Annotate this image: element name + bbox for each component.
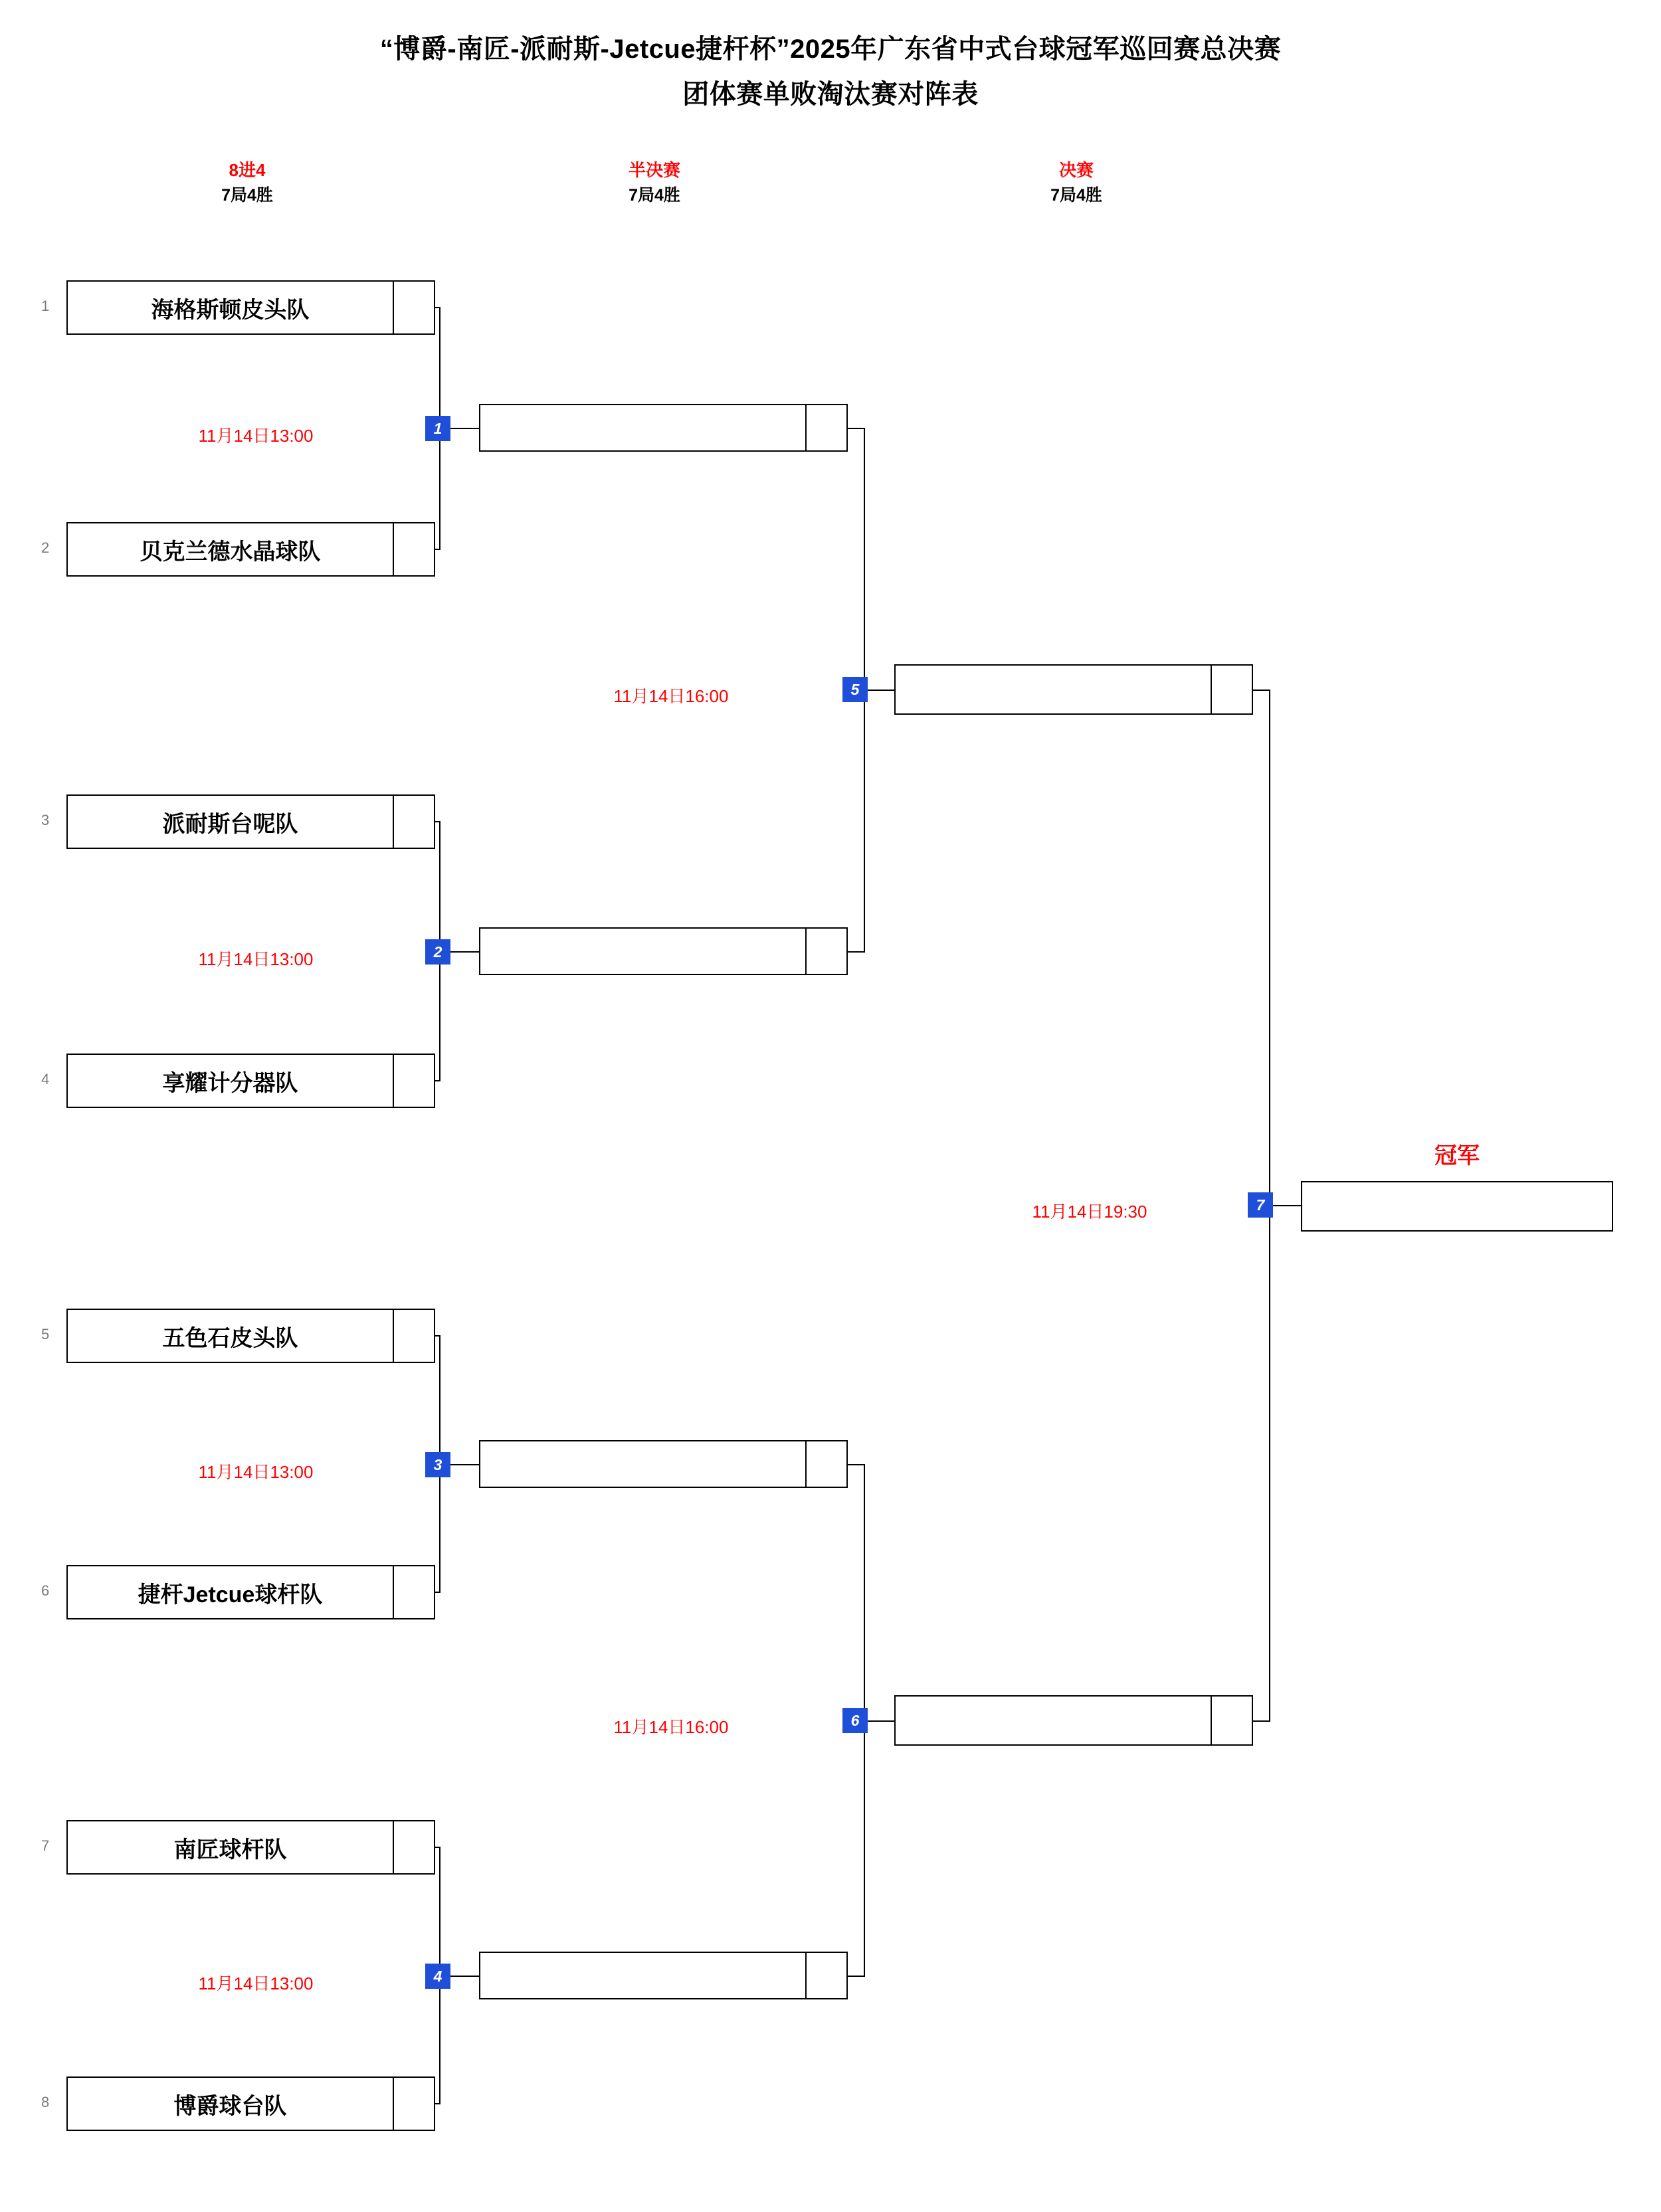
team-slot-3[interactable] bbox=[66, 794, 435, 849]
semifinal-slot-3[interactable] bbox=[479, 1440, 848, 1488]
match-time-2: 11月14日13:00 bbox=[198, 949, 314, 969]
seed-number-8: 8 bbox=[41, 2094, 50, 2110]
winner-score bbox=[805, 929, 846, 974]
match-time-1: 11月14日13:00 bbox=[198, 426, 314, 446]
round-header-semifinal bbox=[548, 159, 761, 206]
semifinal-slot-1[interactable] bbox=[479, 404, 848, 452]
round-name: 半决赛 bbox=[628, 160, 680, 180]
match-time-7: 11月14日19:30 bbox=[1032, 1202, 1147, 1222]
winner-score bbox=[805, 1953, 846, 1998]
round-format: 7局4胜 bbox=[629, 185, 680, 205]
match-time-3: 11月14日13:00 bbox=[198, 1462, 314, 1482]
seed-number-1: 1 bbox=[41, 298, 50, 314]
page-title-line2: 团体赛单败淘汰赛对阵表 bbox=[682, 80, 979, 109]
winner-score bbox=[805, 1441, 846, 1487]
team-name: 派耐斯台呢队 bbox=[162, 811, 298, 837]
winner-score bbox=[1211, 1697, 1252, 1744]
winner-score bbox=[805, 405, 846, 450]
team-name: 五色石皮头队 bbox=[162, 1325, 298, 1351]
match-number-6[interactable]: 6 bbox=[842, 1708, 868, 1733]
winner-name bbox=[896, 1697, 1211, 1744]
team-score bbox=[393, 1821, 434, 1873]
team-slot-5[interactable] bbox=[66, 1309, 435, 1363]
match-time-4: 11月14日13:00 bbox=[198, 1974, 314, 1993]
round-name: 决赛 bbox=[1058, 160, 1094, 180]
match-number-5[interactable]: 5 bbox=[842, 677, 868, 702]
round-format: 7局4胜 bbox=[221, 185, 273, 205]
team-slot-8[interactable] bbox=[66, 2076, 435, 2131]
seed-number-4: 4 bbox=[41, 1071, 50, 1087]
connector bbox=[848, 428, 865, 429]
round-header-quarterfinal bbox=[141, 159, 353, 206]
connector bbox=[848, 1464, 865, 1465]
seed-number-5: 5 bbox=[41, 1326, 50, 1342]
connector bbox=[1253, 1720, 1270, 1722]
champion-label: 冠军 bbox=[1434, 1143, 1480, 1168]
team-score bbox=[393, 1055, 434, 1107]
winner-name bbox=[480, 405, 805, 450]
connector bbox=[1269, 1205, 1301, 1206]
team-score bbox=[393, 282, 434, 333]
champion-name bbox=[1302, 1182, 1612, 1230]
winner-name bbox=[480, 1953, 805, 1998]
team-score bbox=[393, 2078, 434, 2130]
round-header-final bbox=[970, 159, 1183, 206]
connector bbox=[848, 951, 865, 953]
page-title-line1: “博爵-南匠-派耐斯-Jetcue捷杆杯”2025年广东省中式台球冠军巡回赛总决赛 bbox=[379, 35, 1282, 64]
match-number-1[interactable]: 1 bbox=[425, 416, 450, 441]
semifinal-slot-4[interactable] bbox=[479, 1952, 848, 1999]
match-time-5: 11月14日16:00 bbox=[613, 686, 729, 706]
final-slot-2[interactable] bbox=[894, 1695, 1253, 1746]
round-format: 7局4胜 bbox=[1050, 185, 1102, 205]
semifinal-slot-2[interactable] bbox=[479, 927, 848, 975]
team-slot-2[interactable] bbox=[66, 522, 435, 577]
seed-number-3: 3 bbox=[41, 812, 50, 828]
team-name: 贝克兰德水晶球队 bbox=[140, 539, 321, 565]
team-score bbox=[393, 796, 434, 848]
connector bbox=[864, 690, 894, 691]
match-number-3[interactable]: 3 bbox=[425, 1452, 450, 1477]
seed-number-6: 6 bbox=[41, 1582, 50, 1599]
winner-name bbox=[480, 1441, 805, 1487]
match-number-4[interactable]: 4 bbox=[425, 1964, 450, 1989]
team-slot-1[interactable] bbox=[66, 280, 435, 335]
team-score bbox=[393, 523, 434, 575]
team-name: 捷杆Jetcue球杆队 bbox=[138, 1582, 323, 1608]
connector bbox=[864, 1720, 894, 1722]
champion-slot[interactable] bbox=[1301, 1181, 1613, 1232]
team-name: 享耀计分器队 bbox=[162, 1070, 298, 1096]
connector bbox=[848, 1976, 865, 1977]
seed-number-7: 7 bbox=[41, 1837, 50, 1854]
winner-name bbox=[896, 666, 1211, 713]
team-slot-7[interactable] bbox=[66, 1820, 435, 1875]
team-score bbox=[393, 1566, 434, 1618]
match-number-2[interactable]: 2 bbox=[425, 939, 450, 965]
team-score bbox=[393, 1310, 434, 1362]
round-name: 8进4 bbox=[229, 160, 266, 180]
connector bbox=[1253, 690, 1270, 691]
team-name: 博爵球台队 bbox=[173, 2093, 287, 2119]
seed-number-2: 2 bbox=[41, 539, 50, 556]
team-name: 海格斯顿皮头队 bbox=[151, 297, 310, 323]
match-number-7[interactable]: 7 bbox=[1248, 1192, 1273, 1218]
match-time-6: 11月14日16:00 bbox=[613, 1717, 729, 1737]
final-slot-1[interactable] bbox=[894, 664, 1253, 715]
team-slot-4[interactable] bbox=[66, 1054, 435, 1108]
team-name: 南匠球杆队 bbox=[173, 1837, 287, 1863]
winner-name bbox=[480, 929, 805, 974]
winner-score bbox=[1211, 666, 1252, 713]
team-slot-6[interactable] bbox=[66, 1565, 435, 1619]
